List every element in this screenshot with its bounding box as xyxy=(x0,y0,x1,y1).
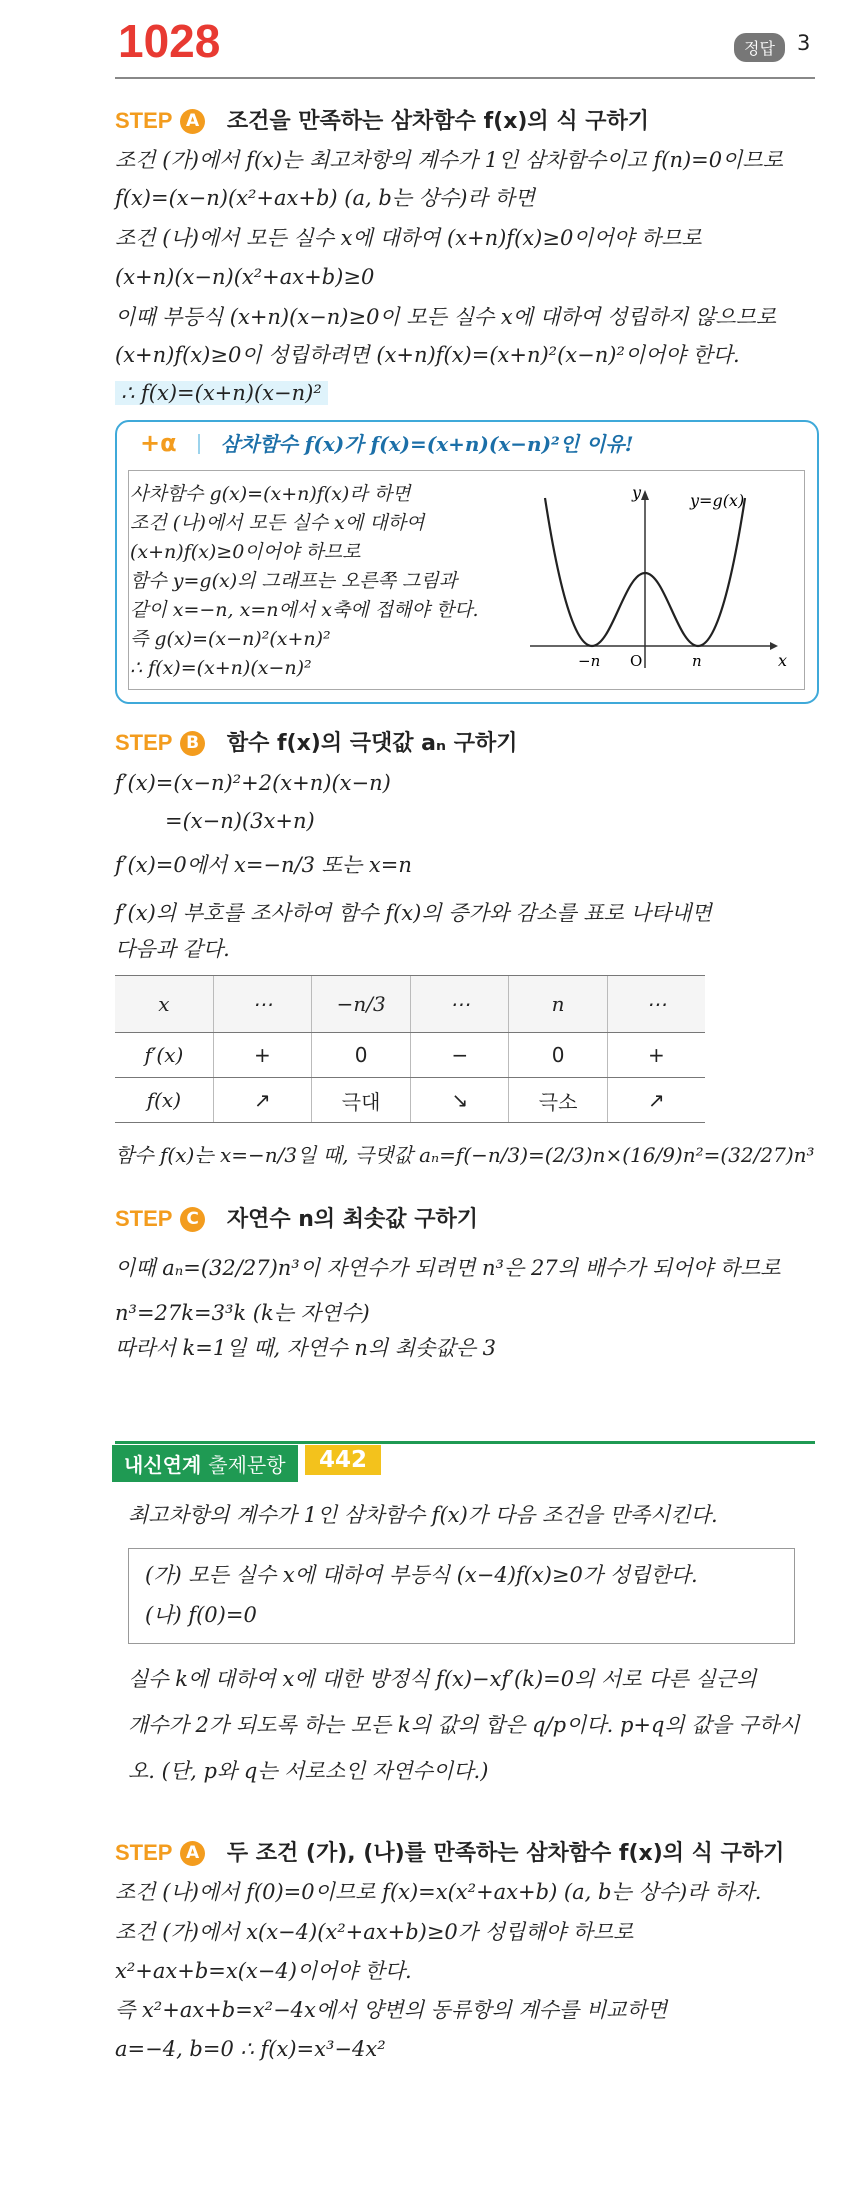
table-cell: 극소 xyxy=(509,1078,607,1123)
sign-table xyxy=(115,975,705,1123)
step-a-line: (x+n)(x−n)(x²+ax+b)≥0 xyxy=(115,265,375,289)
table-cell: ⋯ xyxy=(213,976,311,1033)
condition-na: (나) f(0)=0 xyxy=(145,1603,257,1627)
curve-label: y=g(x) xyxy=(690,491,745,510)
step-b-conclusion: 함수 f(x)는 x=−n/3일 때, 극댓값 aₙ=f(−n/3)=(2/3)n×(16/9)n²=(32/27)n³ xyxy=(115,1143,815,1167)
step-a-line: 조건 (나)에서 모든 실수 x에 대하여 (x+n)f(x)≥0이어야 하므로 xyxy=(115,226,702,250)
neissin-subtitle: 출제문항 xyxy=(208,1453,286,1477)
step-b-title: 함수 f(x)의 극댓값 aₙ 구하기 xyxy=(226,731,518,756)
step-b-heading xyxy=(115,726,517,757)
table-cell: − xyxy=(411,1033,509,1078)
x-axis-label: x xyxy=(778,651,788,670)
step-a-heading xyxy=(115,104,649,135)
origin-label: O xyxy=(630,652,643,670)
step-a2-title: 두 조건 (가), (나)를 만족하는 삼차함수 f(x)의 식 구하기 xyxy=(226,1841,785,1866)
table-cell: ↘ xyxy=(411,1078,509,1123)
answer-value: 3 xyxy=(797,31,811,55)
step-c-line: 따라서 k=1일 때, 자연수 n의 최솟값은 3 xyxy=(115,1336,497,1360)
problem-number: 1028 xyxy=(118,15,221,67)
neissin-divider xyxy=(115,1441,815,1444)
step-a-badge: A xyxy=(180,109,205,134)
step-a-result xyxy=(115,378,328,408)
table-cell: + xyxy=(607,1033,705,1078)
divider xyxy=(198,434,200,454)
alpha-line: 조건 (나)에서 모든 실수 x에 대하여 xyxy=(130,512,425,534)
step-c-line: n³=27k=3³k (k는 자연수) xyxy=(115,1301,370,1325)
answer-badge: 정답 xyxy=(734,33,785,62)
table-cell: ⋯ xyxy=(411,976,509,1033)
step-a-line: 조건 (가)에서 f(x)는 최고차항의 계수가 1인 삼차함수이고 f(n)=0이므로 xyxy=(115,148,783,172)
table-cell: f(x) xyxy=(115,1078,213,1123)
neissin-title: 내신연계 xyxy=(124,1453,202,1477)
table-cell: 0 xyxy=(509,1033,607,1078)
table-cell: f′(x) xyxy=(115,1033,213,1078)
step-c-title: 자연수 n의 최솟값 구하기 xyxy=(226,1207,478,1232)
step-a2-heading xyxy=(115,1836,784,1867)
step-b-line: f′(x)=(x−n)²+2(x+n)(x−n) xyxy=(115,771,391,795)
step-a-result-text: ∴ f(x)=(x+n)(x−n)² xyxy=(115,381,328,405)
step-a-line: f(x)=(x−n)(x²+ax+b) (a, b는 상수)라 하면 xyxy=(115,186,536,210)
step-a2-line: x²+ax+b=x(x−4)이어야 한다. xyxy=(115,1959,412,1983)
question-line: 실수 k에 대하여 x에 대한 방정식 f(x)−xf′(k)=0의 서로 다른 실근의 xyxy=(128,1667,757,1691)
step-a2-badge: A xyxy=(180,1841,205,1866)
step-c-heading xyxy=(115,1202,478,1233)
step-b-line: =(x−n)(3x+n) xyxy=(165,809,315,833)
alpha-line: ∴ f(x)=(x+n)(x−n)² xyxy=(130,657,312,679)
table-row xyxy=(115,976,705,1033)
alpha-line: 같이 x=−n, x=n에서 x축에 접해야 한다. xyxy=(130,599,479,621)
table-cell: ⋯ xyxy=(607,976,705,1033)
step-label: STEP xyxy=(115,108,173,133)
header-divider xyxy=(115,77,815,79)
plus-alpha-title: 삼차함수 f(x)가 f(x)=(x+n)(x−n)²인 이유! xyxy=(220,432,634,456)
y-axis-label: y xyxy=(632,483,642,502)
x-axis-arrow-icon xyxy=(770,642,778,650)
neissin-label xyxy=(112,1445,298,1482)
neg-n-label: −n xyxy=(578,652,601,670)
step-b-badge: B xyxy=(180,731,205,756)
condition-ga: (가) 모든 실수 x에 대하여 부등식 (x−4)f(x)≥0가 성립한다. xyxy=(145,1563,698,1587)
table-cell: 0 xyxy=(311,1033,410,1078)
alpha-line: 사차함수 g(x)=(x+n)f(x)라 하면 xyxy=(130,483,411,505)
table-cell: x xyxy=(115,976,213,1033)
table-cell: ↗ xyxy=(607,1078,705,1123)
alpha-line: (x+n)f(x)≥0이어야 하므로 xyxy=(130,541,361,563)
step-a2-line: 즉 x²+ax+b=x²−4x에서 양변의 동류항의 계수를 비교하면 xyxy=(115,1998,668,2022)
step-c-line: 이때 aₙ=(32/27)n³이 자연수가 되려면 n³은 27의 배수가 되어야 하므로 xyxy=(115,1256,781,1280)
step-a-title: 조건을 만족하는 삼차함수 f(x)의 식 구하기 xyxy=(226,109,650,134)
step-a2-line: 조건 (나)에서 f(0)=0이므로 f(x)=x(x²+ax+b) (a, b는 상수)라 하자. xyxy=(115,1880,762,1904)
step-b-line: f′(x)의 부호를 조사하여 함수 f(x)의 증가와 감소를 표로 나타내면 xyxy=(115,901,712,925)
step-b-line: f′(x)=0에서 x=−n/3 또는 x=n xyxy=(115,853,412,877)
step-b-line: 다음과 같다. xyxy=(115,937,230,961)
step-a2-line: 조건 (가)에서 x(x−4)(x²+ax+b)≥0가 성립해야 하므로 xyxy=(115,1920,634,1944)
neissin-intro: 최고차항의 계수가 1인 삼차함수 f(x)가 다음 조건을 만족시킨다. xyxy=(128,1503,718,1527)
alpha-line: 함수 y=g(x)의 그래프는 오른쪽 그림과 xyxy=(130,570,458,592)
step-c-badge: C xyxy=(180,1207,205,1232)
step-label: STEP xyxy=(115,1840,173,1865)
step-label: STEP xyxy=(115,1206,173,1231)
question-line: 오. (단, p와 q는 서로소인 자연수이다.) xyxy=(128,1759,489,1783)
table-cell: + xyxy=(213,1033,311,1078)
alpha-line: 즉 g(x)=(x−n)²(x+n)² xyxy=(130,628,331,650)
step-label: STEP xyxy=(115,730,173,755)
y-axis-arrow-icon xyxy=(641,490,649,500)
table-row xyxy=(115,1078,705,1123)
quartic-graph xyxy=(520,478,790,678)
step-a-line: 이때 부등식 (x+n)(x−n)≥0이 모든 실수 x에 대하여 성립하지 않으므로 xyxy=(115,305,777,329)
table-cell: n xyxy=(509,976,607,1033)
table-cell: ↗ xyxy=(213,1078,311,1123)
table-cell: −n/3 xyxy=(311,976,410,1033)
step-a2-line: a=−4, b=0 ∴ f(x)=x³−4x² xyxy=(115,2037,386,2061)
neissin-number: 442 xyxy=(305,1445,381,1475)
plus-alpha-icon: +α xyxy=(140,429,177,457)
question-line: 개수가 2가 되도록 하는 모든 k의 값의 합은 q/p이다. p+q의 값을 구하시 xyxy=(128,1713,800,1737)
table-cell: 극대 xyxy=(311,1078,410,1123)
pos-n-label: n xyxy=(692,652,702,670)
step-a-line: (x+n)f(x)≥0이 성립하려면 (x+n)f(x)=(x+n)²(x−n)²이어야 한다. xyxy=(115,343,740,367)
plus-alpha-heading xyxy=(140,428,634,457)
table-row xyxy=(115,1033,705,1078)
